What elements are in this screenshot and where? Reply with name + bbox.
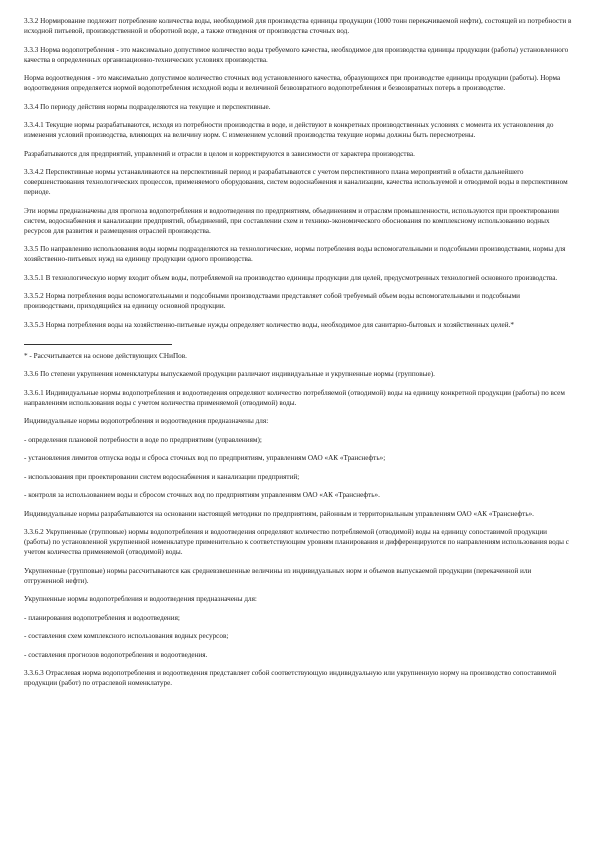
paragraph-3-3-6-2: 3.3.6.2 Укрупненные (групповые) нормы водопотребления и водоотведения определяют количество потребляемой (отводимой) воды на единицу сопоставимой продукции (работы) по установленной укрупненной номенклатуре применительно к соответствующим уровням планирования и дифференцируются по направлениям использования воды с учетом количества применяемой (отводимой) воды. bbox=[24, 528, 570, 556]
paragraph-3-3-5-3: 3.3.5.3 Норма потребления воды на хозяйственно-питьевые нужды определяет количество воды, необходимое для санитарно-бытовых и хозяйственных целей.* bbox=[24, 320, 514, 329]
list-item: - составления прогнозов водопотребления и водоотведения. bbox=[24, 650, 208, 659]
footnote: * - Рассчитывается на основе действующих СНиПов. bbox=[24, 351, 187, 360]
paragraph-3-3-4-2: 3.3.4.2 Перспективные нормы устанавливаются на перспективный период и разрабатываются с учетом перспективного плана мероприятий в области дальнейшего совершенствования технологических процессов, применяемого оборудования, систем водоснабжения и канализации, качества используемой и отводимой воды в перспективном периоде. bbox=[24, 168, 568, 196]
paragraph-3-3-5-2: 3.3.5.2 Норма потребления воды вспомогательными и подсобными производствами представляет собой требуемый объем воды вспомогательными и подсобными производствами, приходящийся на единицу основной продукции. bbox=[24, 292, 520, 310]
paragraph-3-3-4-1: 3.3.4.1 Текущие нормы разрабатываются, исходя из потребности производства в воде, и действуют в конкретных производственных условиях с момента их установления до изменения условий производства, влияющих на величину норм. С изменением условий производства текущие нормы должны быть пересмотрены. bbox=[24, 121, 554, 139]
document-page bbox=[24, 16, 572, 697]
paragraph-3-3-3: 3.3.3 Норма водопотребления - это максимально допустимое количество воды требуемого качества, необходимое для производства единицы продукции (работы) установленного качества в определенных организационно-технических условиях производства. bbox=[24, 45, 569, 64]
paragraph-3-3-2: 3.3.2 Нормирование подлежит потребление количества воды, необходимой для производства единицы продукции (1000 тонн перекачиваемой нефти), состоящей из потребности в исходной питьевой, производственной и оборотной воде, а также отведения от производства сточных вод. bbox=[24, 17, 572, 35]
paragraph-discharge-norm: Норма водоотведения - это максимально допустимое количество сточных вод установленного качества, образующихся при производстве единицы продукции (работы). Норма водоотведения определяется нормой водопотребления исходной воды и величиной безвозвратного водопотребления и безвозвратных потерь в производстве. bbox=[24, 74, 561, 92]
paragraph-individual-purpose: Индивидуальные нормы водопотребления и водоотведения предназначены для: bbox=[24, 417, 269, 425]
list-item: - установления лимитов отпуска воды и сброса сточных вод по предприятиям, управлениям ОАО «АК «Транснефть»; bbox=[24, 454, 386, 462]
paragraph-3-3-6: 3.3.6 По степени укрупнения номенклатуры выпускаемой продукции различают индивидуальные и укрупненные нормы (групповые). bbox=[24, 370, 435, 378]
list-item: - использования при проектировании систем водоснабжения и канализации предприятий; bbox=[24, 472, 300, 481]
list-item: - контроля за использованием воды и сбросом сточных вод по предприятиям управлениям ОАО «АК «Транснефть». bbox=[24, 491, 380, 499]
paragraph-aggregated-purpose: Укрупненные нормы водопотребления и водоотведения предназначены для: bbox=[24, 595, 257, 603]
paragraph-developed-for: Разрабатываются для предприятий, управлений и отрасли в целом и корректируются в зависимости от характера производства. bbox=[24, 149, 415, 158]
footnote-separator bbox=[24, 344, 172, 345]
paragraph-3-3-6-1: 3.3.6.1 Индивидуальные нормы водопотребления и водоотведения определяют количество потребляемой (отводимой) воды на единицу конкретной продукции (работы) по всем направлениям использования воды с учетом количества применяемой (отводимой) воды. bbox=[24, 388, 565, 407]
paragraph-individual-developed: Индивидуальные нормы разрабатываются на основании настоящей методики по предприятиям, районным и территориальным управлениям ОАО «АК «Транснефть». bbox=[24, 509, 534, 518]
paragraph-3-3-5-1: 3.3.5.1 В технологическую норму входит объем воды, потребляемой на производство единицы продукции для целей, предусмотренных технологией основного производства. bbox=[24, 273, 558, 282]
paragraph-aggregated-calc: Укрупненные (групповые) нормы рассчитываются как средневзвешенные величины из индивидуальных норм и объемов выпускаемой продукции (перекаченной или отгруженной нефти). bbox=[24, 566, 532, 585]
paragraph-3-3-6-3: 3.3.6.3 Отраслевая норма водопотребления и водоотведения представляет собой соответствующую индивидуальную или укрупненную норму на производство сопоставимой продукции (работ) по отраслевой номенклатуре. bbox=[24, 669, 557, 687]
paragraph-forecast-norms: Эти нормы предназначены для прогноза водопотребления и водоотведения по предприятиям, объединениям и отраслям промышленности, используются при проектировании систем, водоснабжения и канализации предприятий, объединений, при составлении схем и технико-экономического обоснования по комплексному использованию водных ресурсов для развития и размещения отраслей производства. bbox=[24, 206, 560, 235]
list-item: - составления схем комплексного использования водных ресурсов; bbox=[24, 632, 229, 640]
paragraph-3-3-4: 3.3.4 По периоду действия нормы подразделяются на текущие и перспективные. bbox=[24, 102, 271, 111]
list-item: - определения плановой потребности в воде по предприятиям (управлениям); bbox=[24, 435, 262, 444]
paragraph-3-3-5: 3.3.5 По направлению использования воды нормы подразделяются на технологические, нормы потребления воды вспомогательными и подсобными производствами, нормы для хозяйственно-питьевых нужд на единицу продукции одного производства. bbox=[24, 245, 566, 263]
list-item: - планирования водопотребления и водоотведения; bbox=[24, 613, 180, 622]
